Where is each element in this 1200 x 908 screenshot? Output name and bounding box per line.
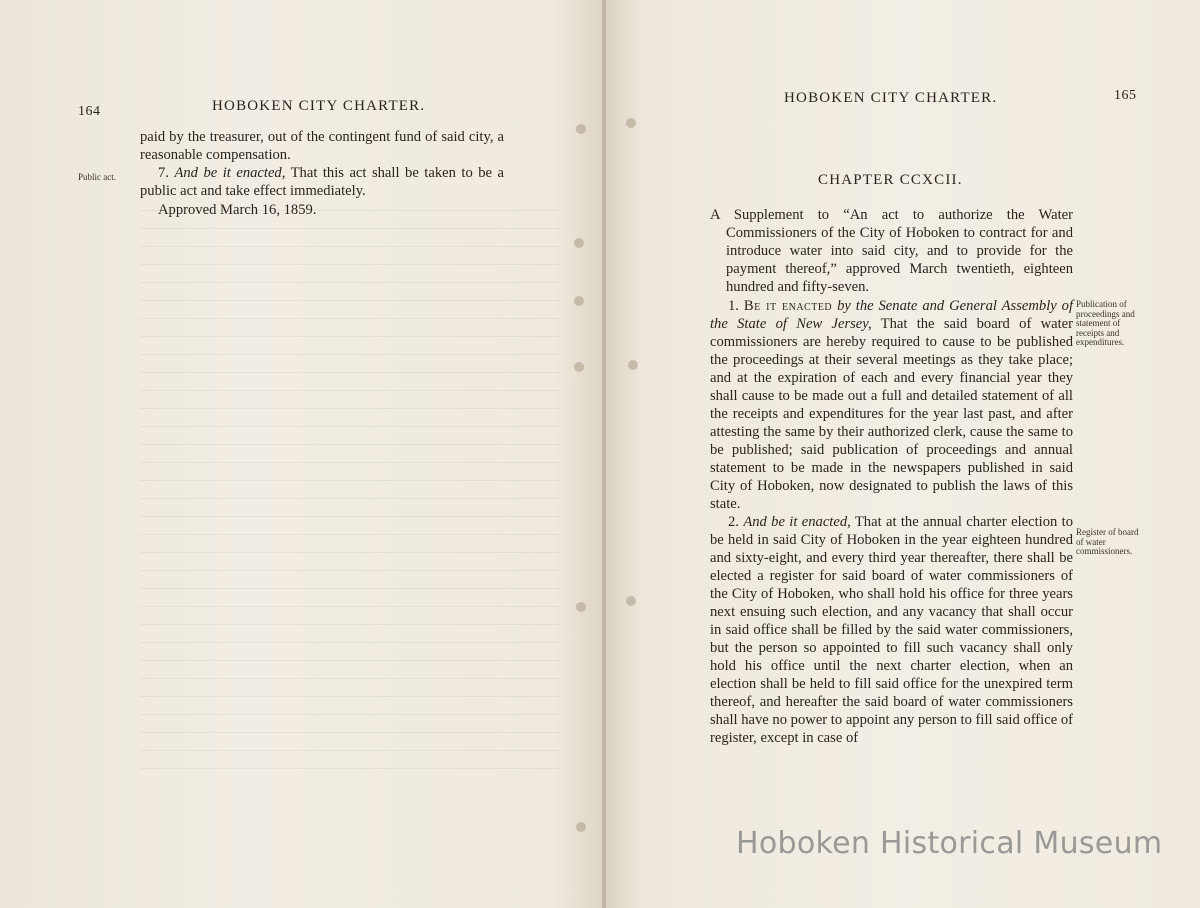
chapter-heading: CHAPTER CCXCII. [818, 172, 963, 188]
running-head: HOBOKEN CITY CHARTER. [784, 90, 998, 106]
page-number: 164 [78, 104, 101, 119]
enacting-authority: by the Senate and General Assembly of the State of New Jersey, [710, 298, 1073, 332]
paragraph-end: paid by the treasurer, out of the contingent fund of said city, a reasonable compensation. [140, 129, 504, 163]
section-text: That this act shall be taken to be a public act and take effect immediately. [140, 165, 504, 199]
page-number: 165 [1114, 88, 1137, 103]
show-through-text [140, 210, 560, 770]
enacting-phrase: And be it enacted, [743, 514, 851, 530]
binding-hole [574, 238, 584, 248]
binding-hole [626, 596, 636, 606]
margin-note-publication: Publication of proceedings and statement of receipts and expenditures. [1076, 299, 1135, 347]
section-text: That the said board of water commissioners are hereby required to cause to be published the proceedings at their several meetings as they take place; and at the expiration of each and every financial year they shall cause to be made out a full and detailed statement of all the receipts and expenditures for the year last past, and after attesting the same by their authorized clerk, cause the same to be published; said publication of proceedings and annual statement to be made in the newspapers published in said City of Hoboken, now designated to publish the laws of this state. [710, 316, 1074, 512]
running-head: HOBOKEN CITY CHARTER. [212, 98, 426, 114]
binding-hole [576, 124, 586, 134]
binding-hole [576, 602, 586, 612]
binding-hole [574, 362, 584, 372]
binding-hole [628, 360, 638, 370]
section-number: 7. [158, 165, 169, 181]
watermark: Hoboken Historical Museum [736, 826, 1163, 861]
section-number: 2. [728, 514, 739, 530]
act-title: A Supplement to “An act to authorize the Water Commissioners of the City of Hoboken to contract for and introduce water into said city, and to provide for the payment thereof,” approved March twentieth, eighteen hundred and fifty-seven. [710, 207, 1073, 295]
section-2 [710, 513, 1073, 747]
approval-date: Approved March 16, 1859. [158, 202, 317, 218]
margin-note-public-act: Public act. [78, 172, 116, 182]
margin-note-register: Register of board of water commissioners. [1076, 527, 1139, 556]
right-body-text [710, 206, 1073, 747]
enacting-phrase: Be it enacted [743, 298, 833, 314]
section-text: That at the annual charter election to be held in said City of Hoboken in the year eighteen hundred and sixty-eight, and every third year thereafter, there shall be elected a register for said board of water commissioners of the City of Hoboken, who shall hold his office for three years next ensuing such election, and any vacancy that shall occur in said office shall be filled by the said water commissioners, but the person so appointed to fill such vacancy shall only hold his office until the next charter election, when an election shall be held to fill said office for the unexpired term thereof, and hereafter the said board of water commissioners shall have no power to appoint any person to fill said office of register, except in case of [710, 514, 1073, 746]
section-1 [710, 297, 1073, 513]
binding-hole [574, 296, 584, 306]
section-number: 1. [728, 298, 739, 314]
right-page [606, 0, 1200, 908]
left-body-text [140, 128, 504, 219]
enacting-phrase: And be it enacted, [174, 165, 286, 181]
binding-hole [626, 118, 636, 128]
section-7 [140, 164, 504, 200]
binding-hole [576, 822, 586, 832]
